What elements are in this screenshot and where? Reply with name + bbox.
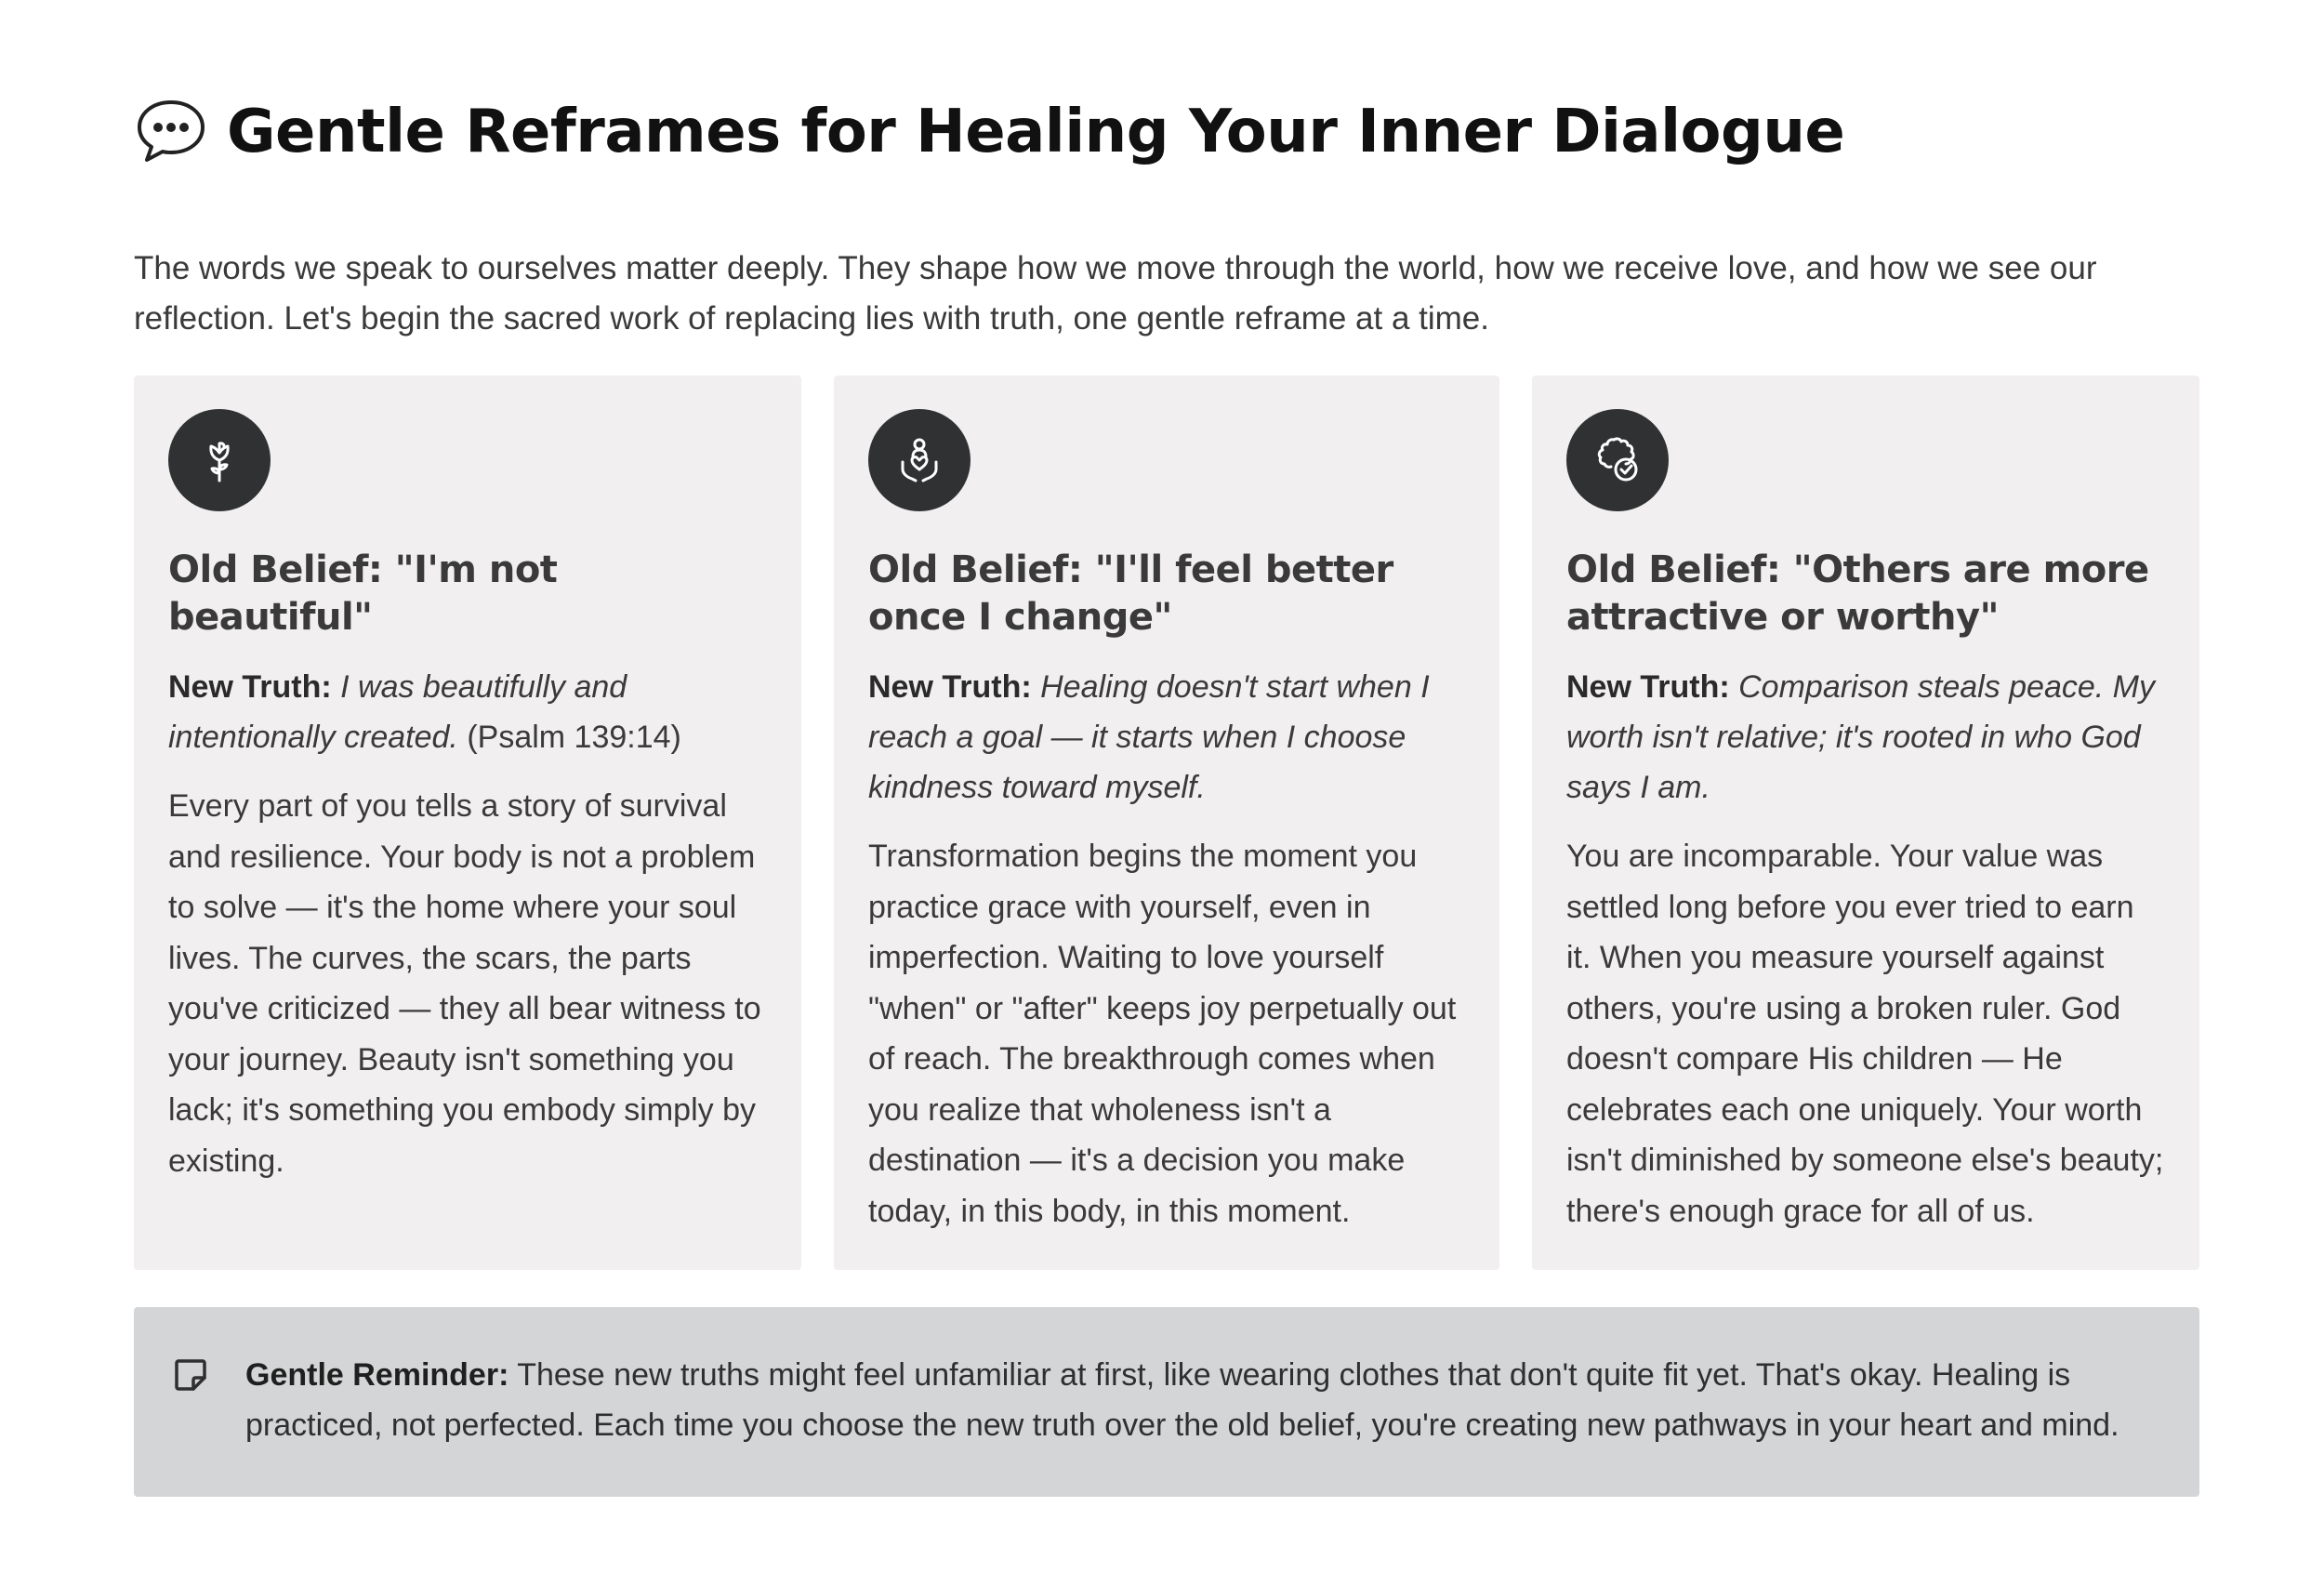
card-body: You are incomparable. Your value was settled long before you ever tried to earn it. When you measure yourself against others, you're using a broken ruler. God doesn't compare His children — He celebrates each one uniquely. Your worth isn't diminished by someone else's beauty; there's enough grace for all of us.	[1566, 839, 2164, 1229]
page-title: Gentle Reframes for Healing Your Inner Dialogue	[227, 98, 1845, 166]
new-truth	[1566, 662, 2166, 813]
old-belief-heading: Old Belief: "I'm not beautiful"	[168, 548, 558, 639]
new-truth	[868, 662, 1466, 813]
old-belief-heading: Old Belief: "I'll feel better once I change"	[868, 548, 1393, 639]
new-truth-reference: (Psalm 139:14)	[457, 720, 681, 755]
old-belief-heading: Old Belief: "Others are more attractive or worthy"	[1566, 548, 2149, 639]
card-body: Transformation begins the moment you practice grace with yourself, even in imperfection. Waiting to love yourself "when" or "after" keeps joy perpetually out of reach. The breakthrough comes when you realize that wholeness isn't a destination — it's a decision you make today, in this body, in this moment.	[868, 839, 1457, 1229]
reminder-text	[245, 1350, 2162, 1450]
reframe-card-comparison	[1532, 376, 2199, 1270]
gentle-reminder-callout	[134, 1307, 2199, 1497]
reframe-card-change	[834, 376, 1499, 1270]
new-truth-text: I was beautifully and intentionally created.	[168, 669, 627, 755]
new-truth-label: New Truth:	[168, 669, 332, 705]
flower-icon	[168, 409, 271, 511]
self-care-hands-icon	[868, 409, 971, 511]
new-truth-label: New Truth:	[1566, 669, 1730, 705]
intro-paragraph: The words we speak to ourselves matter deeply. They shape how we move through the world, how we receive love, and how we see our reflection. Let's begin the sacred work of replacing lies with truth, one gentle reframe at a time.	[134, 250, 2097, 337]
new-truth-text: Healing doesn't start when I reach a goal — it starts when I choose kindness toward myself.	[868, 669, 1430, 805]
new-truth-label: New Truth:	[868, 669, 1032, 705]
sticky-note-icon	[173, 1357, 208, 1393]
reminder-label: Gentle Reminder:	[245, 1357, 509, 1393]
card-body: Every part of you tells a story of survival and resilience. Your body is not a problem to solve — it's the home where your soul lives. The curves, the scars, the parts you've criticized — they all bear witness to your journey. Beauty isn't something you lack; it's something you embody simply by existing.	[168, 788, 761, 1179]
new-truth-text: Comparison steals peace. My worth isn't relative; it's rooted in who God says I am.	[1566, 669, 2155, 805]
page	[134, 89, 2199, 1443]
title-row	[134, 89, 2199, 175]
new-truth	[168, 662, 768, 762]
reframe-cards	[134, 376, 2199, 1270]
verified-badge-icon	[1566, 409, 1669, 511]
reminder-body: These new truths might feel unfamiliar at first, like wearing clothes that don't quite fit yet. That's okay. Healing is practiced, not perfected. Each time you choose the new truth over the old belief, you're creating new pathways in your heart and mind.	[245, 1357, 2119, 1443]
reframe-card-beautiful	[134, 376, 801, 1270]
speech-bubble-icon	[134, 95, 208, 169]
